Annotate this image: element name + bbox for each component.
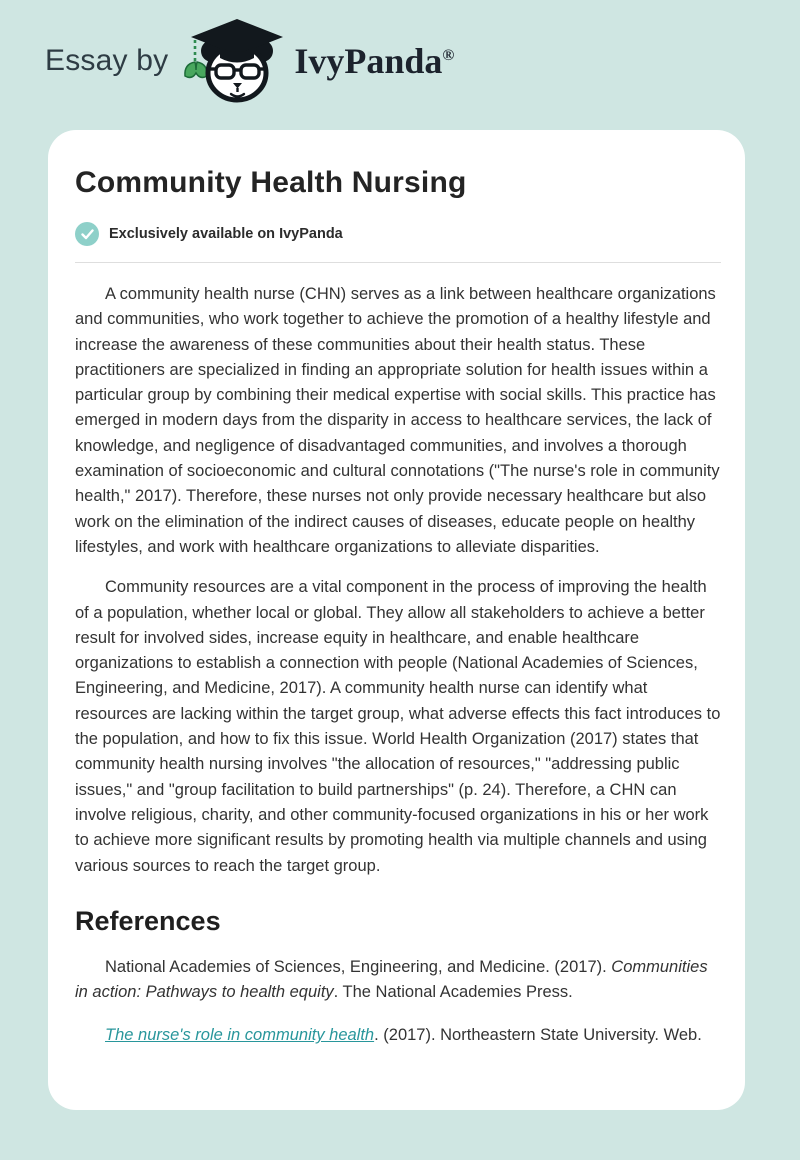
brand-text: IvyPanda — [294, 41, 443, 81]
essay-paragraph-1: A community health nurse (CHN) serves as a link between healthcare organizations and communities, who work together to achieve the promotion of a healthy lifestyle and increase the awareness of these communities about their health status. These practitioners are specialized in finding an appropriate solution for health issues within a particular group by combining their medical expertise with social skills. This practice has emerged in modern days from the disparity in access to healthcare services, the lack of knowledge, and negligence of disadvantaged communities, and involves a thorough examination of socioeconomic and cultural connotations ("The nurse's role in community health," 2017). Therefore, these nurses not only provide necessary healthcare but also work on the elimination of the indirect causes of diseases, educate people on healthy lifestyles, and work with healthcare organizations to alleviate disparities. — [75, 285, 720, 556]
essay-body — [75, 282, 721, 879]
check-icon — [75, 222, 99, 246]
essay-by-label: Essay by — [45, 44, 169, 77]
reference-item-1 — [75, 955, 721, 1006]
registered-mark: ® — [442, 47, 455, 64]
essay-card — [48, 130, 745, 1110]
exclusive-badge — [75, 222, 721, 246]
reference-2-link[interactable]: The nurse's role in community health — [105, 1026, 375, 1045]
essay-paragraph-2: Community resources are a vital component in the process of improving the health of a population, whether local or global. They allow all stakeholders to achieve a better result for involved sides, increase equity in healthcare, and enable healthcare organizations to establish a connection with people (National Academies of Sciences, Engineering, and Medicine, 2017). A community health nurse can identify what resources are lacking within the target group, what adverse effects this fact introduces to the population, and how to fix this issue. World Health Organization (2017) states that community health nursing involves "the allocation of resources," "addressing public issues," and "group facilitation to build partnerships" (p. 24). Therefore, a CHN can involve religious, charity, and other community-focused organizations in his or her work to achieve more significant results by promoting health via multiple channels and using various sources to reach the target group. — [75, 578, 721, 875]
exclusive-badge-label: Exclusively available on IvyPanda — [109, 226, 343, 242]
reference-1-text: National Academies of Sciences, Engineering, and Medicine. (2017). — [105, 957, 612, 976]
reference-item-2 — [75, 1023, 721, 1048]
brand-logo-link[interactable] — [182, 18, 454, 104]
reference-1-tail: . The National Academies Press. — [333, 983, 573, 1002]
ivypanda-panda-logo-icon — [182, 18, 286, 104]
page-title: Community Health Nursing — [75, 166, 467, 199]
reference-1-title: Communities in action: Pathways to health equity — [75, 957, 708, 1002]
references-heading: References — [75, 905, 221, 936]
reference-2-tail: . (2017). Northeastern State University. Web. — [374, 1026, 702, 1045]
divider — [75, 262, 721, 263]
brand-wordmark — [294, 43, 454, 79]
site-header — [0, 0, 800, 96]
